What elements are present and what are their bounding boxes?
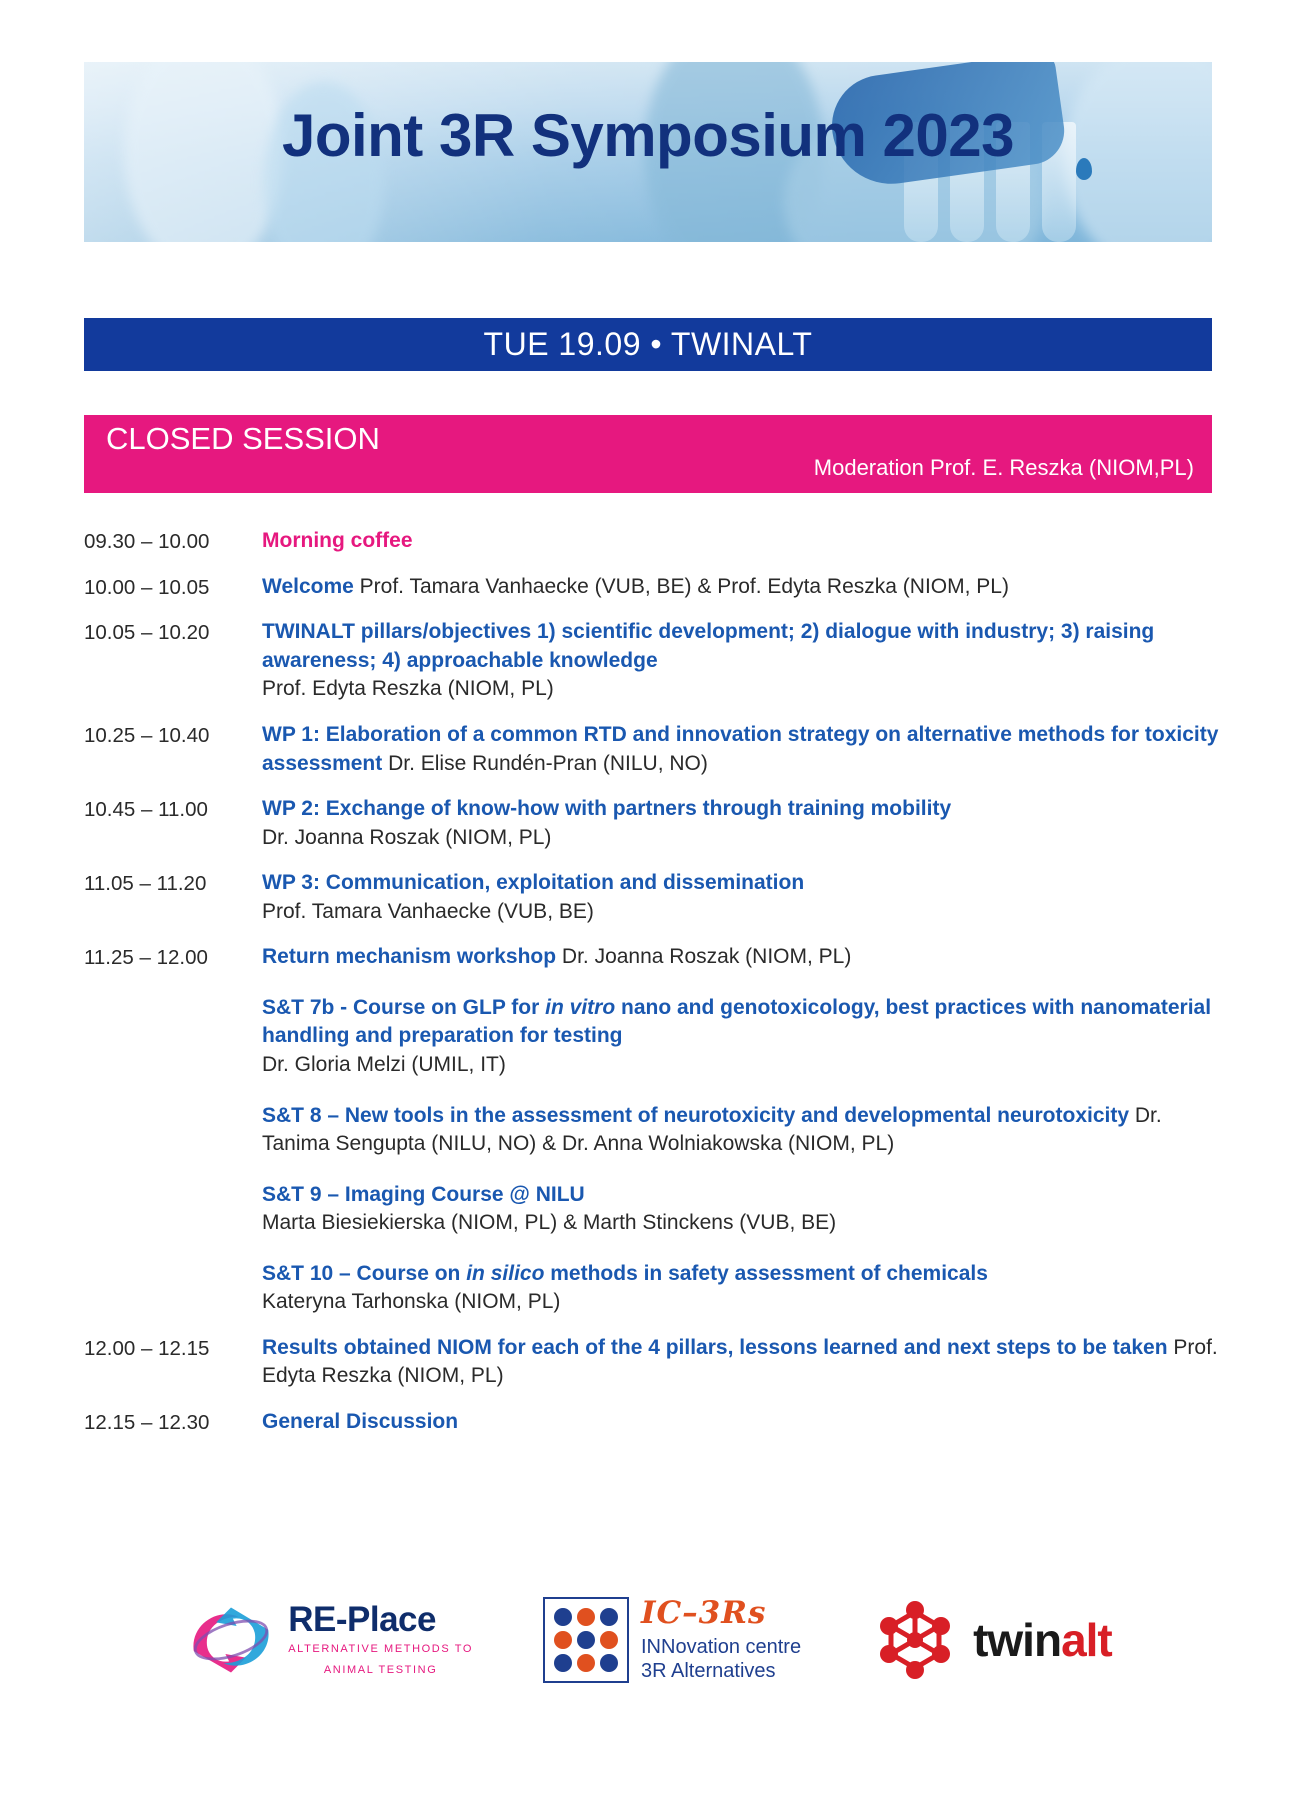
twinalt-wordmark [973, 1614, 1112, 1666]
agenda-time: 10.45 – 11.00 [84, 798, 208, 822]
agenda-item-speaker-line: Prof. Edyta Reszka (NIOM, PL) [262, 677, 554, 701]
agenda-title-italic: in vitro [545, 995, 616, 1019]
agenda-description [262, 573, 1219, 602]
agenda-item-speaker-line: Dr. Joanna Roszak (NIOM, PL) [262, 825, 552, 849]
agenda-time: 11.05 – 11.20 [84, 872, 207, 896]
agenda-item-speaker-line: Prof. Tamara Vanhaecke (VUB, BE) [262, 899, 594, 923]
re-place-swirl-icon [184, 1600, 278, 1680]
agenda-row [84, 721, 1219, 778]
agenda-row [84, 795, 1219, 852]
agenda-item-title: S&T 9 – Imaging Course @ NILU [262, 1182, 585, 1206]
agenda-item-title: General Discussion [262, 1409, 459, 1433]
agenda-time: 11.25 – 12.00 [84, 946, 208, 970]
agenda-description [262, 795, 1219, 852]
agenda-row [84, 994, 1219, 1080]
agenda-list [84, 527, 1219, 1454]
agenda-description [262, 994, 1219, 1080]
ic-3rs-line-1: INNovation centre [641, 1635, 802, 1658]
session-title: CLOSED SESSION [106, 421, 380, 456]
agenda-item-title: WP 3: Communication, exploitation and dissemination [262, 871, 805, 895]
agenda-item-title: WP 2: Exchange of know-how with partners through training mobility [262, 797, 952, 821]
day-bar: TUE 19.09 • TWINALT [84, 318, 1212, 371]
ic-3rs-dot-grid-icon [543, 1597, 629, 1683]
agenda-item-speaker-inline: Dr. Joanna Roszak (NIOM, PL) [556, 945, 852, 969]
hero-banner [84, 62, 1212, 242]
agenda-row [84, 869, 1219, 926]
agenda-row [84, 527, 1219, 556]
agenda-item-speaker-inline: Prof. Tamara Vanhaecke (VUB, BE) & Prof. Edyta Reszka (NIOM, PL) [353, 574, 1009, 598]
agenda-item-title: Morning coffee [262, 529, 413, 552]
agenda-row [84, 943, 1219, 972]
logo-twinalt [871, 1596, 1112, 1684]
agenda-description [262, 943, 1219, 972]
agenda-item-title: S&T 7b - Course on GLP for in vitro nano and genotoxicology, best practices with nanomaterial handling and preparation for testing [262, 995, 1212, 1048]
agenda-item-speaker-line: Kateryna Tarhonska (NIOM, PL) [262, 1290, 561, 1314]
agenda-description [262, 618, 1219, 704]
agenda-description [262, 527, 1219, 556]
page-title: Joint 3R Symposium 2023 [281, 102, 1015, 169]
re-place-text-block [288, 1602, 473, 1678]
agenda-description [262, 1334, 1219, 1391]
agenda-item-title: TWINALT pillars/objectives 1) scientific development; 2) dialogue with industry; 3) raising awareness; 4) approachable knowledge [262, 620, 1155, 672]
session-bar [84, 415, 1212, 493]
agenda-time: 12.15 – 12.30 [84, 1410, 210, 1434]
agenda-time [84, 1102, 262, 1103]
logo-strip [84, 1570, 1212, 1710]
agenda-item-speaker-line: Marta Biesiekierska (NIOM, PL) & Marth Stinckens (VUB, BE) [262, 1211, 837, 1235]
agenda-time: 10.00 – 10.05 [84, 575, 210, 599]
agenda-time [84, 1181, 262, 1182]
agenda-item-title: S&T 10 – Course on in silico methods in safety assessment of chemicals [262, 1261, 988, 1285]
ic-3rs-line-2: 3R Alternatives [641, 1659, 776, 1682]
agenda-time [84, 994, 262, 995]
agenda-row [84, 1334, 1219, 1391]
twinalt-molecule-icon [871, 1596, 959, 1684]
agenda-row [84, 1102, 1219, 1159]
agenda-time: 09.30 – 10.00 [84, 530, 210, 553]
agenda-item-title: S&T 8 – New tools in the assessment of neurotoxicity and developmental neurotoxicity [262, 1103, 1130, 1127]
agenda-item-speaker-line: Dr. Gloria Melzi (UMIL, IT) [262, 1053, 506, 1077]
agenda-time: 10.25 – 10.40 [84, 723, 210, 747]
agenda-item-speaker-inline: Prof. Edyta Reszka (NIOM, PL) [262, 1335, 1218, 1388]
agenda-item-title: Welcome [262, 574, 354, 598]
logo-ic-3rs [543, 1594, 802, 1683]
agenda-item-title: WP 1: Elaboration of a common RTD and innovation strategy on alternative methods for toxicity assessment [262, 722, 1219, 775]
agenda-time: 10.05 – 10.20 [84, 621, 210, 645]
agenda-item-speaker-inline: Dr. Tanima Sengupta (NILU, NO) & Dr. Anna Wolniakowska (NIOM, PL) [262, 1103, 1162, 1156]
logo-re-place [184, 1600, 473, 1680]
agenda-time: 12.00 – 12.15 [84, 1336, 210, 1360]
session-moderation: Moderation Prof. E. Reszka (NIOM,PL) [813, 454, 1194, 480]
twinalt-name-part2: alt [1061, 1614, 1112, 1666]
agenda-row [84, 1260, 1219, 1317]
agenda-item-title: Return mechanism workshop [262, 945, 557, 969]
agenda-row [84, 618, 1219, 704]
agenda-item-speaker-inline: Dr. Elise Rundén-Pran (NILU, NO) [382, 751, 708, 775]
agenda-description [262, 1102, 1219, 1159]
ic-3rs-name: IC–3Rs [641, 1594, 767, 1631]
re-place-name: RE-Place [288, 1600, 436, 1639]
agenda-row [84, 573, 1219, 602]
twinalt-name-part1: twin [973, 1614, 1062, 1666]
agenda-description [262, 1408, 1219, 1437]
agenda-description [262, 721, 1219, 778]
agenda-row [84, 1408, 1219, 1437]
agenda-description [262, 869, 1219, 926]
agenda-item-title: Results obtained NIOM for each of the 4 pillars, lessons learned and next steps to be taken [262, 1335, 1168, 1359]
agenda-time [84, 1260, 262, 1261]
agenda-title-italic: in silico [466, 1261, 545, 1285]
re-place-tagline-1: ALTERNATIVE METHODS TO [288, 1643, 473, 1655]
agenda-description [262, 1181, 1219, 1238]
agenda-row [84, 1181, 1219, 1238]
re-place-tagline-2: ANIMAL TESTING [323, 1663, 438, 1676]
agenda-description [262, 1260, 1219, 1317]
ic-3rs-text-block [641, 1594, 802, 1683]
